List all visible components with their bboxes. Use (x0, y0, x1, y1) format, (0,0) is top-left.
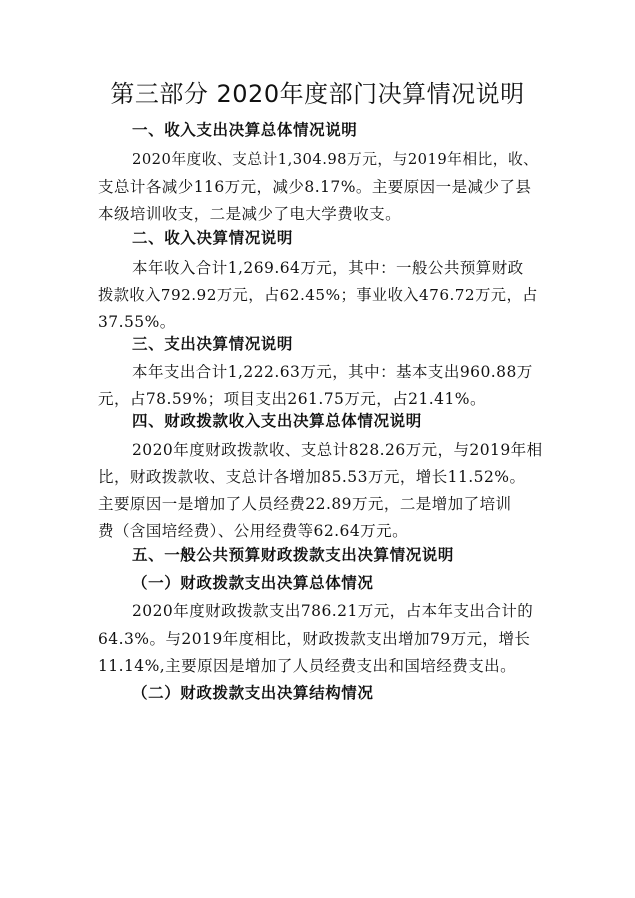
section-heading-2: 二、收入决算情况说明 (132, 229, 294, 247)
section-heading-1: 一、收入支出决算总体情况说明 (132, 121, 358, 139)
paragraph-line: 拨款收入792.92万元，占62.45%；事业收入476.72万元，占 (98, 286, 538, 304)
section-heading-4: 四、财政拨款收入支出决算总体情况说明 (132, 412, 422, 430)
paragraph-line: 费（含国培经费）、公用经费等62.64万元。 (98, 522, 409, 540)
paragraph-line: 主要原因一是增加了人员经费22.89万元，二是增加了培训 (98, 495, 512, 513)
paragraph-line: 本年支出合计1,222.63万元，其中：基本支出960.88万 (132, 363, 533, 381)
subsection-heading-1: （一）财政拨款支出决算总体情况 (132, 574, 374, 592)
paragraph-line: 比，财政拨款收、支总计各增加85.53万元，增长11.52%。 (98, 468, 526, 486)
paragraph-line: 支总计各减少116万元，减少8.17%。主要原因一是减少了县 (98, 178, 532, 196)
paragraph-line: 64.3%。与2019年度相比，财政拨款支出增加79万元，增长 (98, 630, 531, 648)
paragraph-line: 37.55%。 (98, 313, 176, 331)
paragraph-line: 本年收入合计1,269.64万元，其中：一般公共预算财政 (132, 259, 524, 277)
paragraph-line: 2020年度财政拨款收、支总计828.26万元，与2019年相 (132, 441, 543, 459)
paragraph-line: 2020年度财政拨款支出786.21万元，占本年支出合计的 (132, 602, 534, 620)
section-heading-5: 五、一般公共预算财政拨款支出决算情况说明 (132, 546, 455, 564)
page-title: 第三部分 2020年度部门决算情况说明 (110, 80, 525, 108)
section-heading-3: 三、支出决算情况说明 (132, 335, 294, 353)
paragraph-line: 本级培训收支，二是减少了电大学费收支。 (98, 205, 402, 223)
paragraph-line: 11.14%,主要原因是增加了人员经费支出和国培经费支出。 (98, 657, 517, 675)
subsection-heading-2: （二）财政拨款支出决算结构情况 (132, 684, 374, 702)
paragraph-line: 2020年度收、支总计1,304.98万元，与2019年相比，收、 (132, 151, 539, 168)
paragraph-line: 元，占78.59%；项目支出261.75万元，占21.41%。 (98, 390, 486, 408)
